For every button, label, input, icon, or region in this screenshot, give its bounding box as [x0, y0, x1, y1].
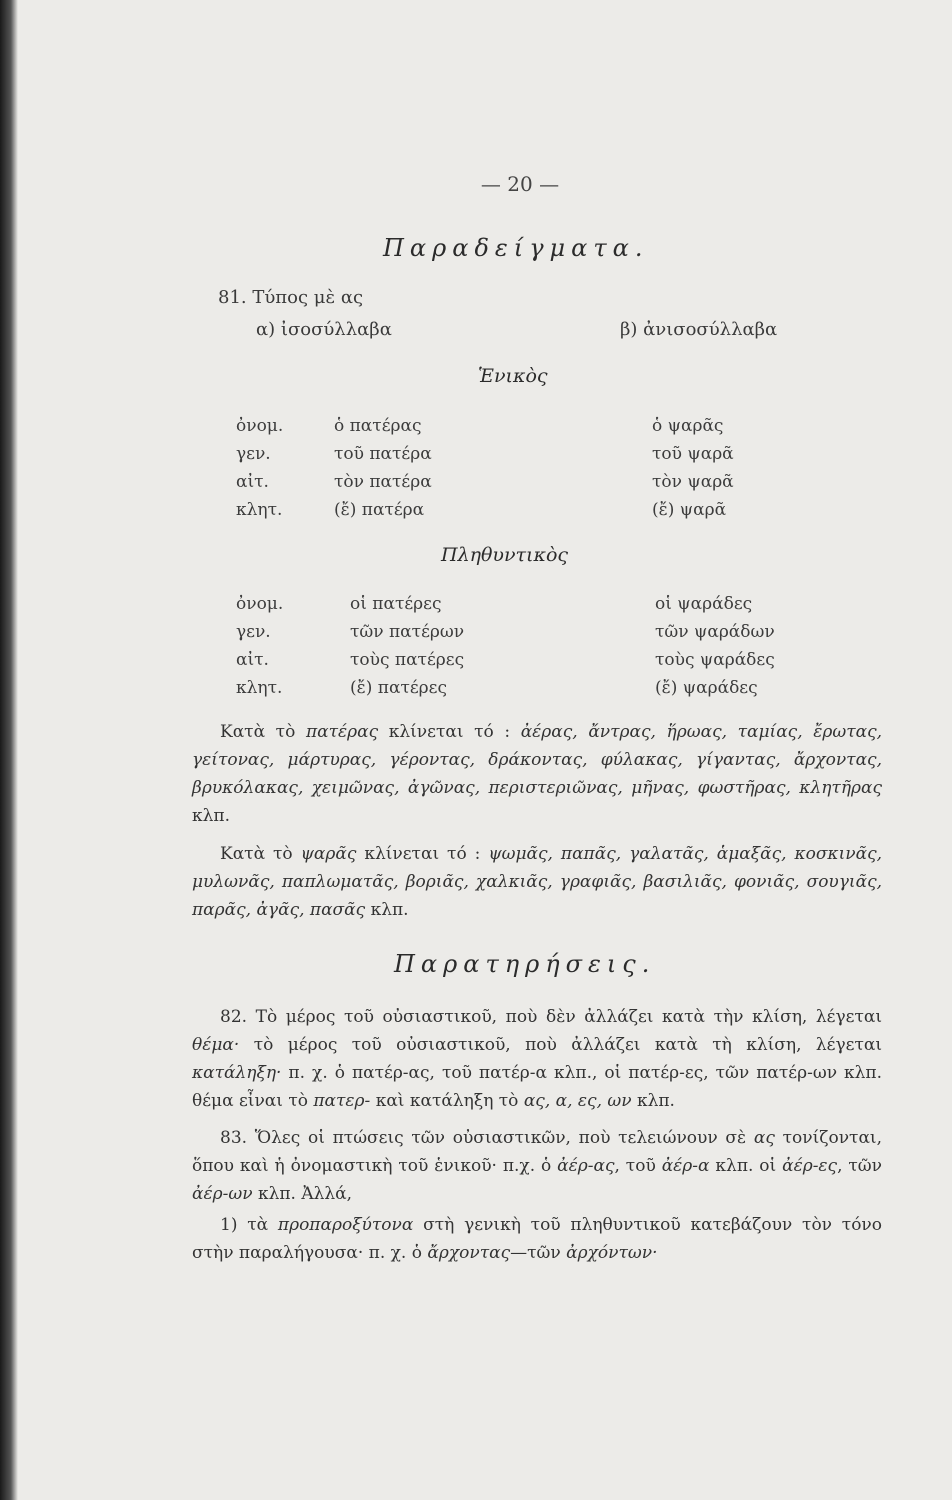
plural-heading: Πληθυντικὸς [441, 544, 569, 566]
example-list: ἀέρας, ἄντρας, ἥρωας, ταμίας, ἔρωτας, γείτονας, μάρτυρας, γέροντας, δράκοντας, φύλακας, γίγαντας, ἄρχοντας, βρυκόλακας, χειμῶνας, ἀγῶνας, περιστεριῶνας, μῆνας, φωστῆρας, κλητῆρας [192, 722, 883, 798]
form-a: τοῦ πατέρα [334, 444, 432, 464]
form-a: τὸν πατέρα [334, 472, 432, 492]
column-b-heading: β) ἀνισοσύλλαβα [620, 319, 778, 340]
column-a-heading: α) ἰσοσύλλαβα [256, 319, 392, 340]
term-thema: θέμα· [192, 1035, 240, 1055]
case-label: αἰτ. [236, 650, 269, 670]
observations-title: Παρατηρήσεις. [394, 950, 656, 978]
paragraph-pateras: Κατὰ τὸ πατέρας κλίνεται τό : ἀέρας, ἄντρας, ἥρωας, ταμίας, ἔρωτας, γείτονας, μάρτυρας, γέροντας, δράκοντας, φύλακας, γίγαντας, ἄρχοντας, βρυκόλακας, χειμῶνας, ἀγῶνας, περιστεριῶνας, μῆνας, φωστῆρας, κλητῆρας κλπ. [192, 722, 883, 826]
page-number: — 20 — [480, 172, 560, 196]
page-title: Παραδείγματα. [383, 234, 649, 262]
case-label: γεν. [236, 444, 271, 464]
term-katalixi: κατάληξη· [192, 1063, 282, 1083]
case-label: ὀνομ. [236, 594, 284, 614]
form-b: οἱ ψαράδες [655, 594, 753, 614]
paragraph-psaras: Κατὰ τὸ ψαρᾶς κλίνεται τό : ψωμᾶς, παπᾶς, γαλατᾶς, ἁμαξᾶς, κοσκινᾶς, μυλωνᾶς, παπλωματᾶς, βοριᾶς, χαλκιᾶς, γραφιᾶς, βασιλιᾶς, φονιᾶς, σουγιᾶς, παρᾶς, ἀγᾶς, πασᾶς κλπ. [192, 844, 882, 920]
case-label: κλητ. [236, 500, 283, 520]
paragraph-82: 82. Τὸ μέρος τοῦ οὐσιαστικοῦ, ποὺ δὲν ἀλλάζει κατὰ τὴν κλίση, λέγεται θέμα· τὸ μέρος τοῦ οὐσιαστικοῦ, ποὺ ἀλλάζει κατὰ τὴ κλίση, λέγεται κατάληξη· π. χ. ὁ πατέρ-ας, τοῦ πατέρ-α κλπ., οἱ πατέρ-ες, τῶν πατέρ-ων κλπ. θέμα εἶναι τὸ πατερ- καὶ κατάληξη τὸ ας, α, ες, ων κλπ. [192, 1007, 882, 1111]
form-b: τοὺς ψαράδες [655, 650, 775, 670]
form-a: τῶν πατέρων [350, 622, 465, 642]
paragraph-83: 83. Ὅλες οἱ πτώσεις τῶν οὐσιαστικῶν, ποὺ τελειώνουν σὲ ας τονίζονται, ὅπου καὶ ἡ ὀνομαστικὴ τοῦ ἑνικοῦ· π.χ. ὁ ἀέρ-ας, τοῦ ἀέρ-α κλπ. οἱ ἀέρ-ες, τῶν ἀέρ-ων κλπ. Ἀλλά, [192, 1128, 882, 1204]
singular-heading: Ἑνικὸς [478, 365, 548, 387]
case-label: γεν. [236, 622, 271, 642]
form-b: ὁ ψαρᾶς [652, 416, 724, 436]
form-b: τοῦ ψαρᾶ [652, 444, 734, 464]
book-spine-shadow [0, 0, 18, 1500]
form-b: (ἔ) ψαράδες [655, 678, 758, 698]
case-label: κλητ. [236, 678, 283, 698]
form-a: (ἔ) πατέρες [350, 678, 447, 698]
form-b: τὸν ψαρᾶ [652, 472, 734, 492]
form-a: τοὺς πατέρες [350, 650, 465, 670]
section-81-heading: 81. Τύπος μὲ ας [218, 287, 364, 308]
example-word: ψαρᾶς [300, 844, 357, 864]
paragraph-83-item-1: 1) τὰ προπαροξύτονα στὴ γενικὴ τοῦ πληθυντικοῦ κατεβάζουν τὸν τόνο στὴν παραλήγουσα· π. χ. ὁ ἄρχοντας—τῶν ἀρχόντων· [192, 1215, 883, 1263]
form-b: (ἔ) ψαρᾶ [652, 500, 727, 520]
form-a: ὁ πατέρας [334, 416, 422, 436]
form-a: οἱ πατέρες [350, 594, 442, 614]
example-word: πατέρας [305, 722, 379, 742]
case-label: ὀνομ. [236, 416, 284, 436]
form-a: (ἔ) πατέρα [334, 500, 425, 520]
example-list: ψωμᾶς, παπᾶς, γαλατᾶς, ἁμαξᾶς, κοσκινᾶς, μυλωνᾶς, παπλωματᾶς, βοριᾶς, χαλκιᾶς, γραφιᾶς, βασιλιᾶς, φονιᾶς, σουγιᾶς, παρᾶς, ἀγᾶς, πασᾶς [192, 844, 882, 920]
form-b: τῶν ψαράδων [655, 622, 775, 642]
case-label: αἰτ. [236, 472, 269, 492]
